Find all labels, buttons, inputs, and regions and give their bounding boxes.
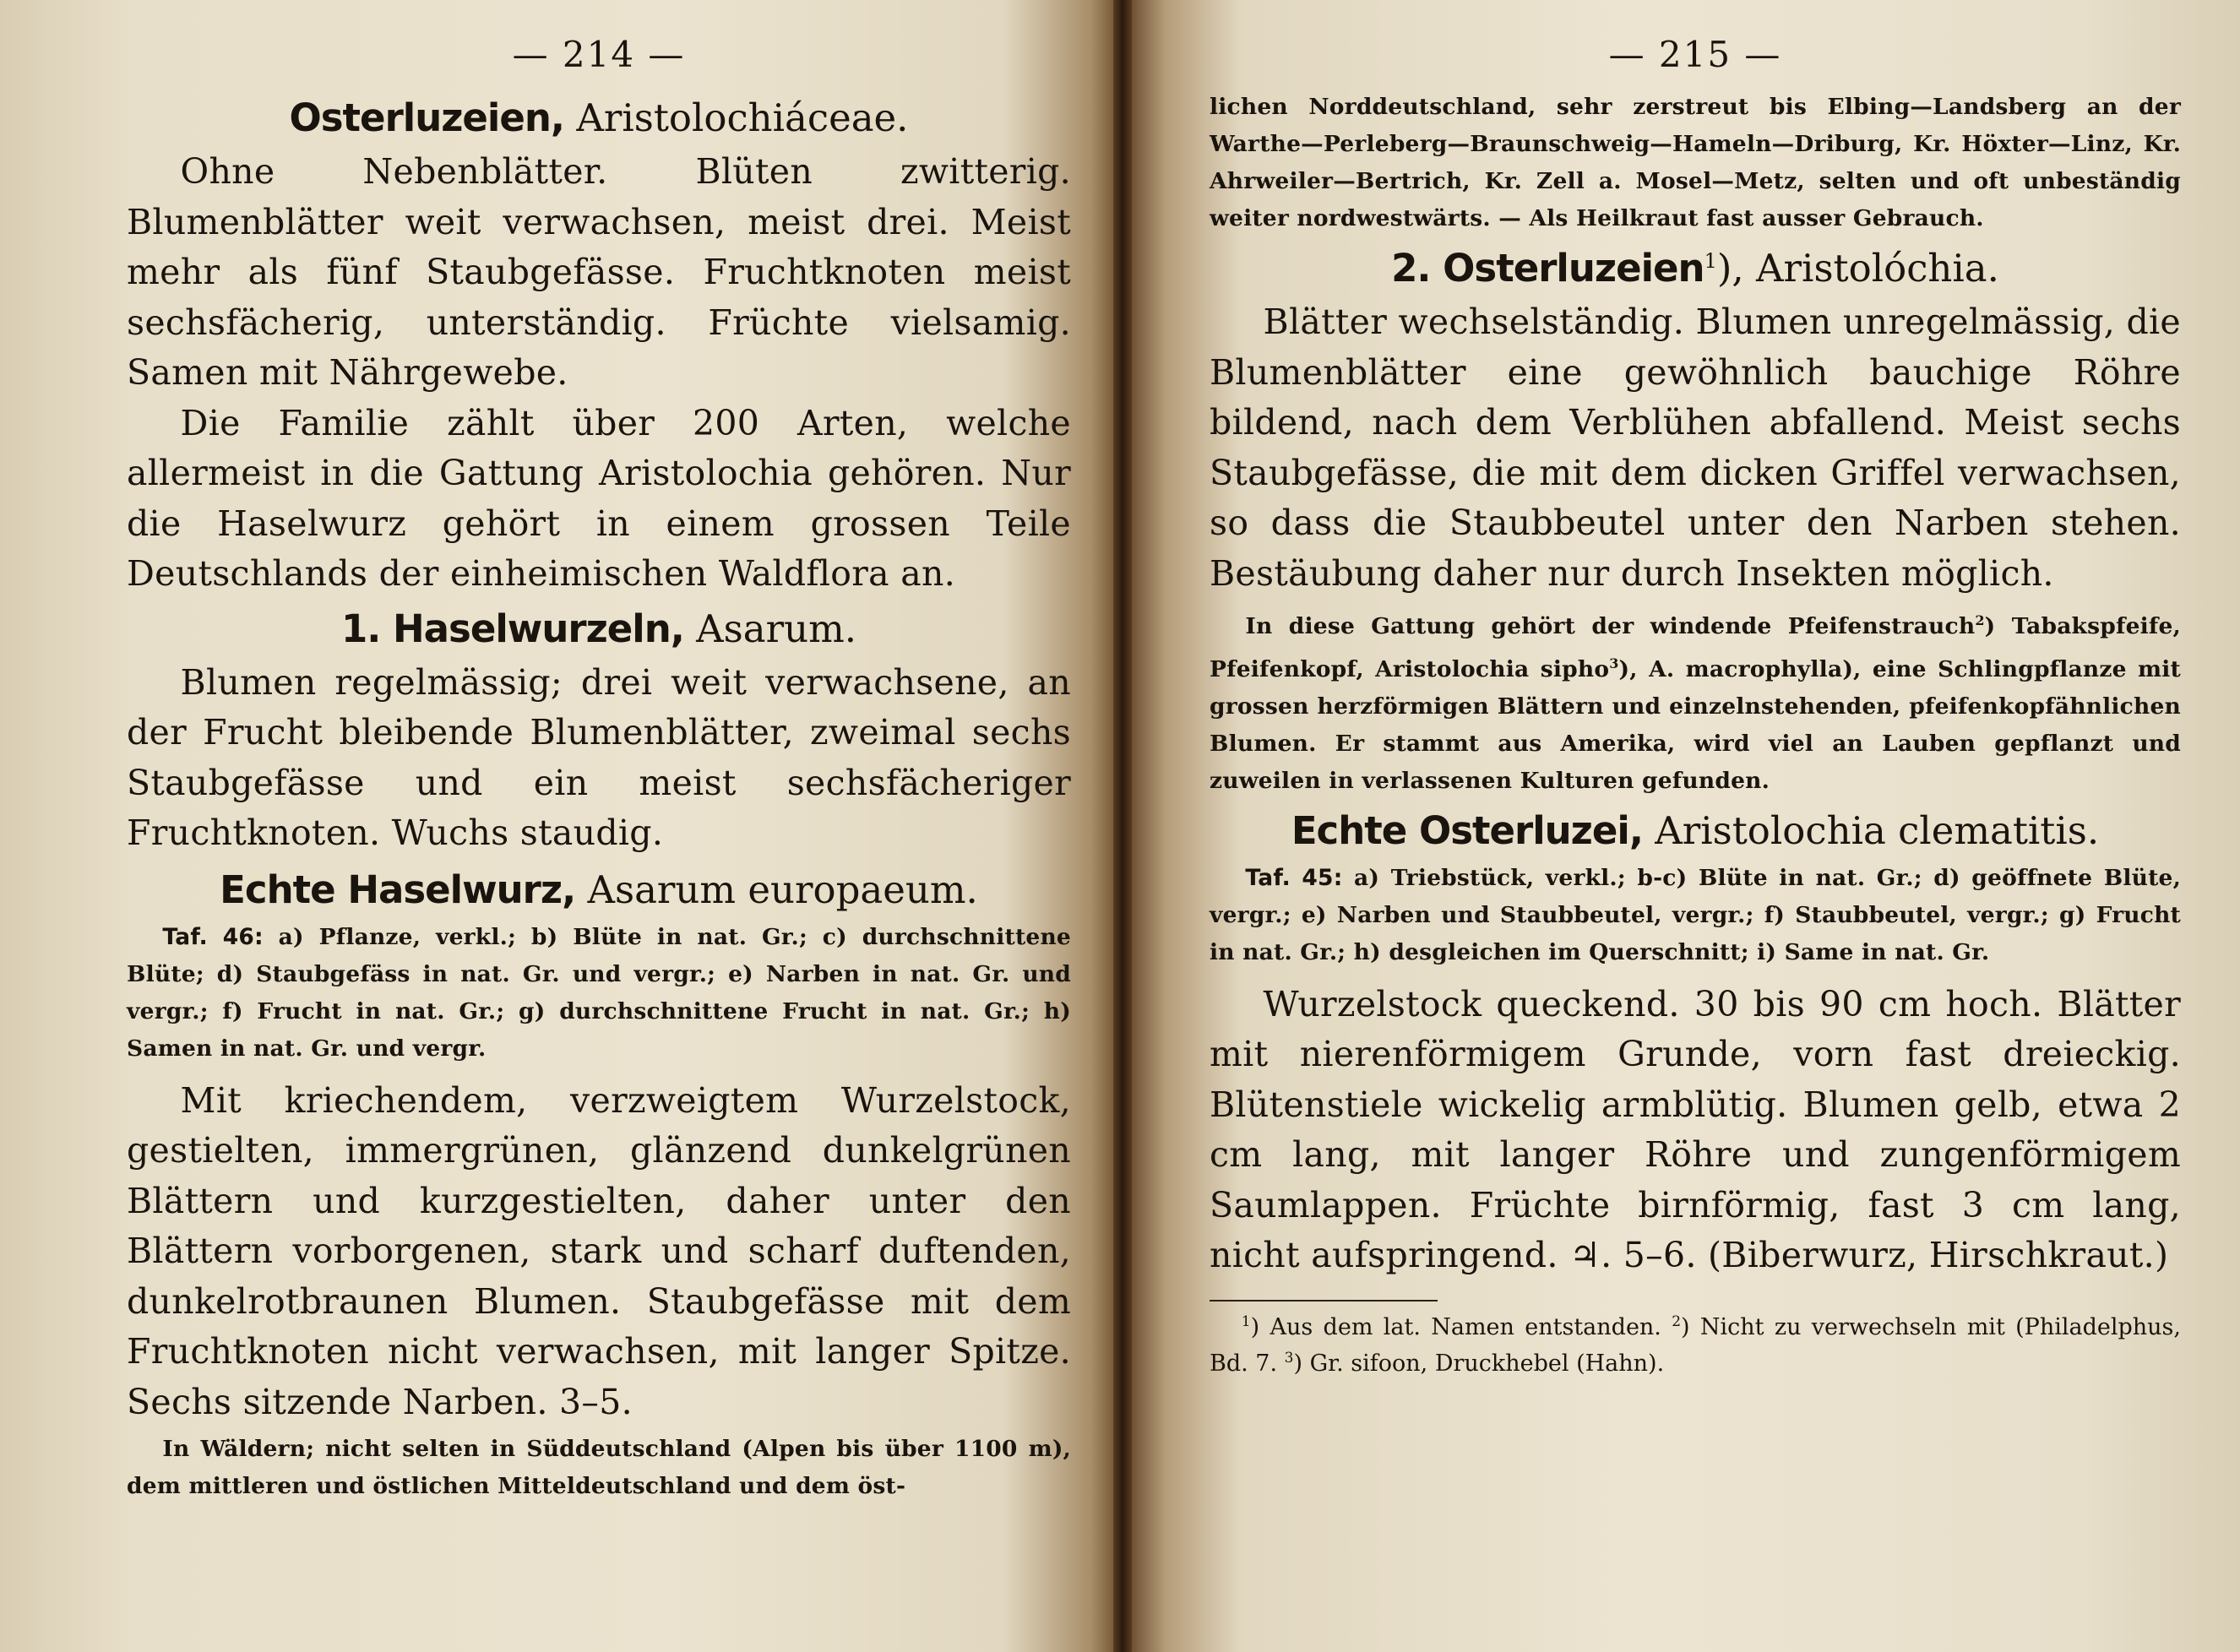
footnote-ref: 3 xyxy=(1609,655,1619,671)
right-page xyxy=(1132,0,2240,1652)
page-number: — 214 — xyxy=(512,34,686,75)
plate-text: a) Pflanze, verkl.; b) Blüte in nat. Gr.; c) durchschnittene Blüte; d) Staubgefäss in nat. Gr. und vergr.; e) Narben in nat. Gr. und vergr.; f) Frucht in nat. Gr.; g) durchschnittene Frucht in nat. Gr.; h) Samen in nat. Gr. und vergr. xyxy=(127,923,1071,1062)
genus-note-part-2: ) Tabakspfeife, Pfeifenkopf, Aristolochia sipho xyxy=(1210,612,2181,682)
footnote-marker: 3 xyxy=(1284,1349,1294,1367)
species-heading-bold: Echte Osterluzei, xyxy=(1291,807,1643,853)
genus-heading-rest: ), Aristolóchia. xyxy=(1716,246,1999,291)
genus-note-part-3: ), A. macrophylla), eine Schlingpflanze mit grossen herzförmigen Blättern und einzelnstehenden, pfeifenkopfähnlichen Blumen. Er stammt aus Amerika, wird viel an Lauben gepflanzt und zuweilen in verlassenen Kulturen gefunden. xyxy=(1210,655,2181,794)
species-heading xyxy=(1210,808,2181,853)
species-heading xyxy=(127,867,1071,912)
plate-label: Taf. 46: xyxy=(162,923,264,950)
footnote-marker: 1 xyxy=(1241,1312,1251,1330)
genus-paragraph: Blumen regelmässig; drei weit verwachsene, an der Frucht bleibende Blumenblätter, zweimal sechs Staubgefässe und ein meist sechsfächeriger Fruchtknoten. Wuchs staudig. xyxy=(127,661,1071,853)
family-heading xyxy=(127,95,1071,140)
genus-heading-rest: Asarum. xyxy=(696,606,857,651)
genus-paragraph: Blätter wechselständig. Blumen unregelmässig, die Blumenblätter eine gewöhnlich bauchige Röhre bildend, nach dem Verblühen abfallend. Meist sechs Staubgefässe, die mit dem dicken Griffel verwachsen, so dass die Staubbeutel unter den Narben stehen. Bestäubung daher nur durch Insekten möglich. xyxy=(1210,302,2181,594)
footnote-1: ) Aus dem lat. Namen entstanden. xyxy=(1250,1313,1661,1340)
footnote-ref: 1 xyxy=(1704,249,1717,273)
footnote-ref: 2 xyxy=(1975,612,1985,628)
species-heading-rest: Aristolochia clematitis. xyxy=(1655,807,2100,853)
genus-note-part-1: In diese Gattung gehört der windende Pfeifenstrauch xyxy=(1245,612,1976,639)
family-heading-rest: Aristolochiáceae. xyxy=(576,95,909,140)
plate-caption xyxy=(1210,860,2181,971)
plate-caption xyxy=(127,919,1071,1068)
genus-heading xyxy=(1210,246,2181,291)
plate-text: a) Triebstück, verkl.; b-c) Blüte in nat. Gr.; d) geöffnete Blüte, vergr.; e) Narben und Staubbeutel, vergr.; f) Staubbeutel, vergr.; g) Frucht in nat. Gr.; h) desgleichen im Querschnitt; i) Same in nat. Gr. xyxy=(1210,864,2181,965)
footnote-2: ) Nicht zu verwechseln mit (Philadelphus, Bd. 7. xyxy=(1210,1313,2181,1377)
footnotes xyxy=(1210,1307,2181,1379)
footnote-3: ) Gr. sifoon, Druckhebel (Hahn). xyxy=(1293,1350,1665,1377)
distribution-continuation: lichen Norddeutschland, sehr zerstreut bis Elbing—Landsberg an der Warthe—Perleberg—Braunschweig—Hameln—Driburg, Kr. Höxter—Linz, Kr. Ahrweiler—Bertrich, Kr. Zell a. Mosel—Metz, selten und oft unbeständig weiter nordwestwärts. — Als Heilkraut fast ausser Gebrauch. xyxy=(1210,94,2181,231)
left-page xyxy=(0,0,1113,1652)
species-paragraph: Mit kriechendem, verzweigtem Wurzelstock, gestielten, immergrünen, glänzend dunkelgrünen Blättern und kurzgestielten, daher unter den Blättern vorborgenen, stark und scharf duftenden, dunkelrotbraunen Blumen. Staubgefässe mit dem Fruchtknoten nicht verwachsen, mit langer Spitze. Sechs sitzende Narben. 3–5. xyxy=(127,1079,1071,1422)
distribution-text: In Wäldern; nicht selten in Süddeutschland (Alpen bis über 1100 m), dem mittleren und östlichen Mitteldeutschland und dem öst- xyxy=(127,1436,1071,1499)
footnote-rule xyxy=(1210,1300,1438,1301)
genus-heading-bold: 2. Osterluzeien xyxy=(1391,246,1704,291)
plate-label: Taf. 45: xyxy=(1245,864,1343,891)
species-heading-rest: Asarum europaeum. xyxy=(587,867,978,912)
footnote-marker: 2 xyxy=(1672,1312,1682,1330)
genus-note xyxy=(1210,602,2181,800)
book-spine xyxy=(1113,0,1132,1652)
species-heading-bold: Echte Haselwurz, xyxy=(220,867,576,912)
family-paragraph-2: Die Familie zählt über 200 Arten, welche allermeist in die Gattung Aristolochia gehören. Nur die Haselwurz gehört in einem grossen Teile Deutschlands der einheimischen Waldflora an. xyxy=(127,402,1071,594)
genus-heading-bold: 1. Haselwurzeln, xyxy=(340,606,684,651)
family-heading-bold: Osterluzeien, xyxy=(289,95,565,140)
species-paragraph: Wurzelstock queckend. 30 bis 90 cm hoch. Blätter mit nierenförmigem Grunde, vorn fast dreieckig. Blütenstiele wickelig armblütig. Blumen gelb, etwa 2 cm lang, mit langer Röhre und zungenförmigem Saumlappen. Früchte birnförmig, fast 3 cm lang, nicht aufspringend. ♃. 5–6. (Biberwurz, Hirschkraut.) xyxy=(1210,983,2181,1276)
family-paragraph: Ohne Nebenblätter. Blüten zwitterig. Blumenblätter weit verwachsen, meist drei. Meist mehr als fünf Staubgefässe. Fruchtknoten meist sechsfächerig, unterständig. Früchte vielsamig. Samen mit Nährgewebe. xyxy=(127,151,1071,393)
genus-heading xyxy=(127,606,1071,651)
page-number: — 215 — xyxy=(1608,34,1782,75)
